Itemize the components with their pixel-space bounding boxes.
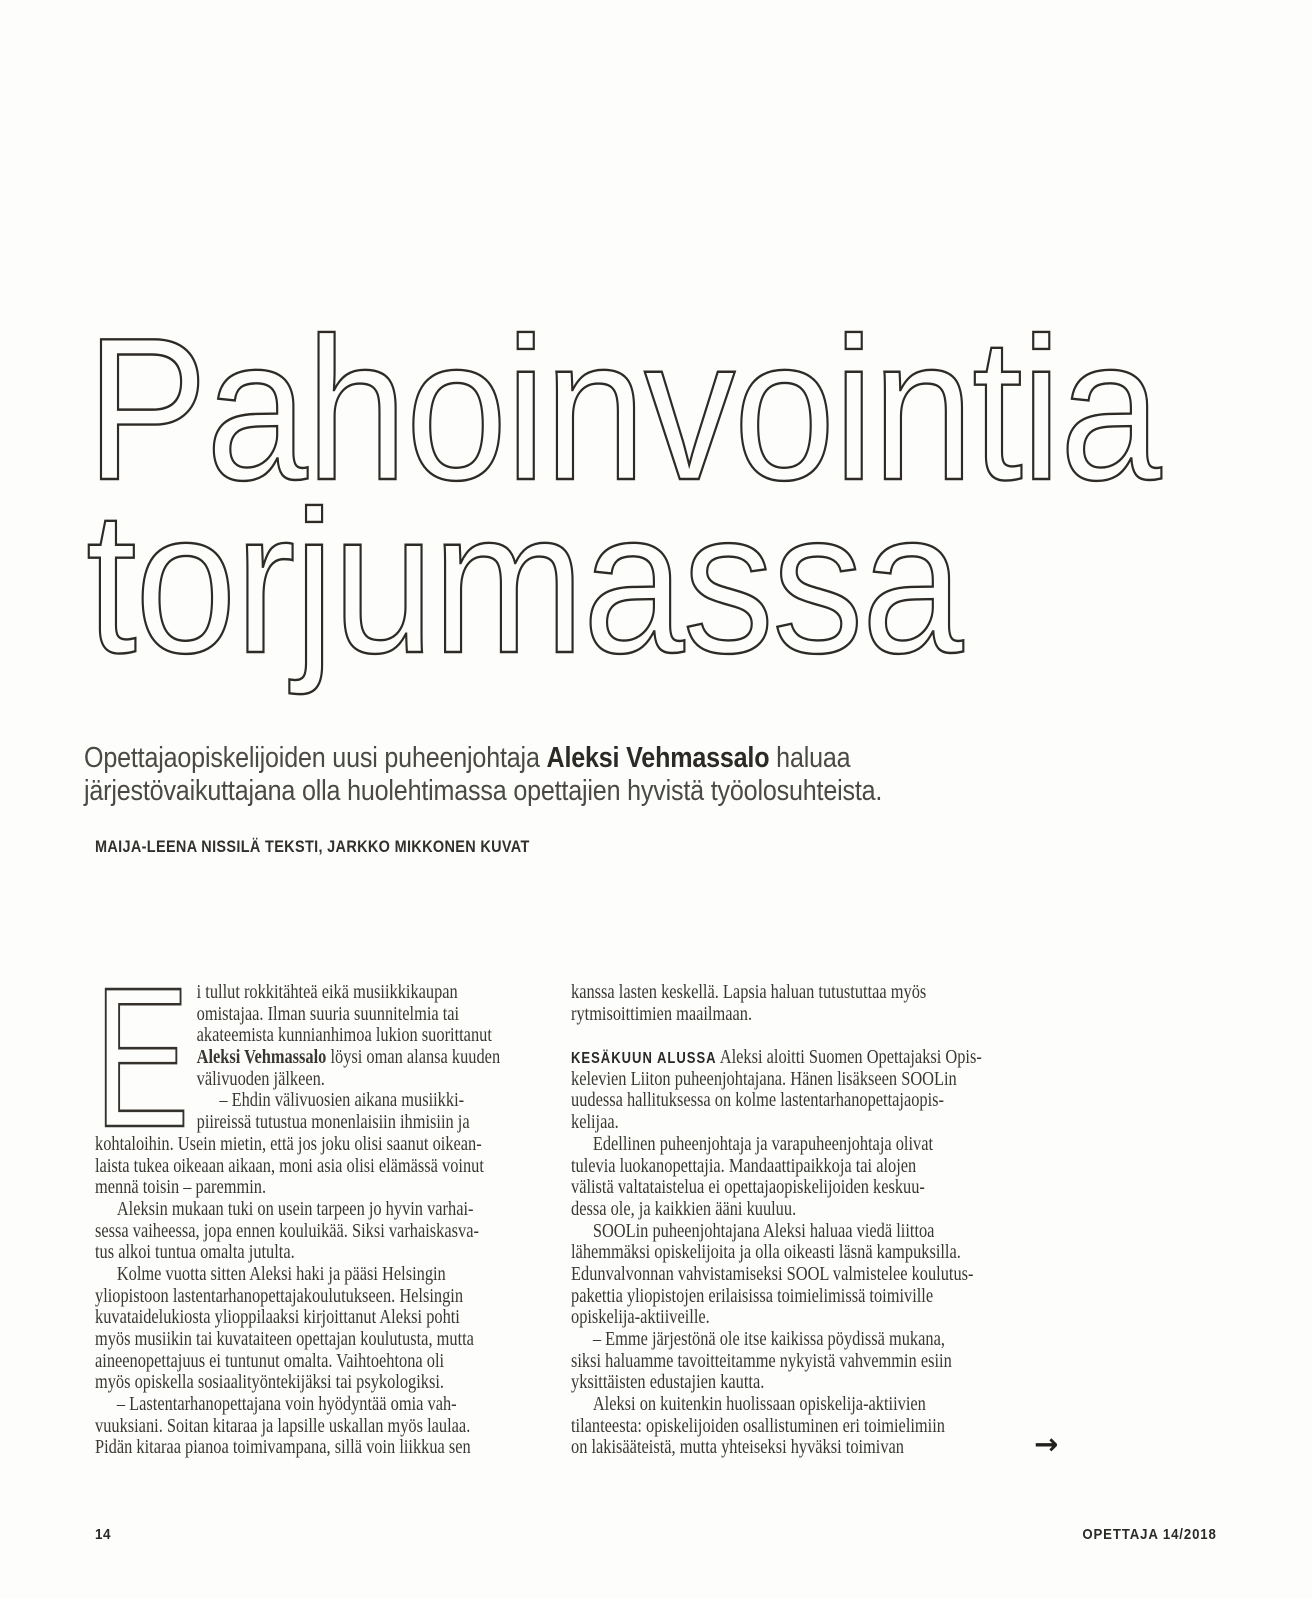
body-line: Kolme vuotta sitten Aleksi haki ja pääsi Helsingin xyxy=(116,1263,446,1285)
body-line: myös opiskella sosiaalityöntekijäksi tai psykologiksi. xyxy=(95,1372,444,1394)
body-line: Edunvalvonnan vahvistamiseksi SOOL valmistelee koulutus- xyxy=(571,1263,974,1285)
lede xyxy=(84,742,882,808)
body-line: uudessa hallituksessa on kolme lastentarhanopettajaopis- xyxy=(571,1090,945,1112)
lede-person-name: Aleksi Vehmassalo xyxy=(546,742,770,774)
body-line: i tullut rokkitähteä eikä musiikkikaupan xyxy=(196,982,458,1003)
body-line: sessa vaiheessa, jopa ennen kouluikää. Siksi varhaiskasva- xyxy=(95,1220,479,1242)
body-line-text: löysi oman alansa kuuden xyxy=(326,1047,501,1069)
body-line: kuvataidelukiosta ylioppilaaksi kirjoittanut Aleksi pohti xyxy=(95,1307,460,1329)
magazine-issue: OPETTAJA 14/2018 xyxy=(1082,1526,1217,1543)
body-line: on lakisääteistä, mutta yhteiseksi hyväksi toimivan xyxy=(571,1437,905,1459)
body-line: laista tukea oikeaan aikaan, moni asia olisi elämässä voinut xyxy=(95,1155,484,1177)
body-line: – Ehdin välivuosien aikana musiikki- xyxy=(219,1090,465,1112)
paragraph-gap xyxy=(571,1025,1125,1047)
lede-line-2: järjestövaikuttajana olla huolehtimassa opettajien hyvistä työolosuhteista. xyxy=(84,775,883,807)
body-line: yliopistoon lastentarhanopettajakoulutukseen. Helsingin xyxy=(95,1285,464,1307)
article-column-right xyxy=(571,982,1125,1459)
body-line: myös musiikin tai kuvataiteen opettajan koulutusta, mutta xyxy=(95,1329,474,1350)
body-line: kelijaa. xyxy=(571,1112,619,1134)
body-line-text: Aleksi aloitti Suomen Opettajaksi Opis- xyxy=(716,1047,982,1069)
body-line: Pidän kitaraa pianoa toimivampana, sillä voin liikkua sen xyxy=(95,1437,471,1459)
article-column-left xyxy=(94,947,649,1459)
body-line: – Emme järjestönä ole itse kaikissa pöydissä mukana, xyxy=(592,1329,945,1350)
body-line xyxy=(95,1047,649,1069)
body-line: vuuksiani. Soitan kitaraa ja lapsille uskallan myös laulaa. xyxy=(95,1415,471,1437)
body-line: välivuoden jälkeen. xyxy=(196,1068,325,1090)
body-line: omistajaa. Ilman suuria suunnitelmia tai xyxy=(196,1003,460,1025)
body-line: yksittäisten edustajien kautta. xyxy=(571,1372,765,1394)
drop-cap: E xyxy=(94,947,190,1169)
body-line xyxy=(571,1047,1125,1069)
page-number: 14 xyxy=(95,1526,111,1543)
body-line: tus alkoi tuntua omalta jutulta. xyxy=(95,1242,295,1264)
body-line: piireissä tutustua monenlaisiin ihmisiin ja xyxy=(196,1112,470,1134)
body-line: aineenopettajuus ei tuntunut omalta. Vaihtoehtona oli xyxy=(95,1350,445,1372)
body-line: kelevien Liiton puheenjohtajana. Hänen lisäkseen SOOLin xyxy=(571,1068,957,1090)
body-line: siksi haluamme tavoitteitamme nykyistä vahvemmin esiin xyxy=(571,1350,952,1372)
kicker-label: KESÄKUUN ALUSSA xyxy=(571,1050,717,1068)
body-line: rytmisoittimien maailmaan. xyxy=(571,1003,753,1025)
page-title-line-2: torjumassa xyxy=(86,469,962,696)
body-line: dessa ole, ja kaikkien ääni kuuluu. xyxy=(571,1198,797,1220)
body-line: kohtaloihin. Usein mietin, että jos joku olisi saanut oikean- xyxy=(95,1133,482,1155)
lede-text-tail: haluaa xyxy=(769,742,851,774)
page-title xyxy=(86,296,1160,696)
body-line: SOOLin puheenjohtajana Aleksi haluaa viedä liittoa xyxy=(592,1220,935,1242)
byline: MAIJA-LEENA NISSILÄ TEKSTI, JARKKO MIKKONEN KUVAT xyxy=(95,837,530,856)
body-line: tulevia luokanopettajia. Mandaattipaikkoja tai alojen xyxy=(571,1155,917,1177)
body-line: Edellinen puheenjohtaja ja varapuheenjohtaja olivat xyxy=(592,1133,934,1155)
person-name: Aleksi Vehmassalo xyxy=(196,1047,327,1069)
body-line: mennä toisin – paremmin. xyxy=(95,1177,267,1199)
body-line: kanssa lasten keskellä. Lapsia haluan tutustuttaa myös xyxy=(571,982,927,1003)
body-line: Aleksin mukaan tuki on usein tarpeen jo hyvin varhai- xyxy=(116,1198,474,1220)
lede-line-1 xyxy=(84,742,882,775)
body-line: opiskelija-aktiiveille. xyxy=(571,1307,710,1329)
body-line: tilanteesta: opiskelijoiden osallistuminen eri toimielimiin xyxy=(571,1415,945,1437)
body-line: – Lastentarhanopettajana voin hyödyntää omia vah- xyxy=(116,1394,457,1416)
page-title-line-1: Pahoinvointia xyxy=(86,296,1160,523)
body-line: akateemista kunnianhimoa lukion suorittanut xyxy=(196,1025,492,1047)
body-line: lähemmäksi opiskelijoita ja olla oikeasti läsnä kampuksilla. xyxy=(571,1242,961,1264)
continuation-arrow-icon: → xyxy=(1034,1427,1059,1461)
body-line: pakettia yliopistojen erilaisissa toimielimissä toimiville xyxy=(571,1285,934,1307)
body-line: Aleksi on kuitenkin huolissaan opiskelija-aktiivien xyxy=(592,1394,926,1416)
body-line: välistä valtataistelua ei opettajaopiskelijoiden keskuu- xyxy=(571,1177,925,1199)
lede-text: Opettajaopiskelijoiden uusi puheenjohtaja xyxy=(84,742,547,774)
